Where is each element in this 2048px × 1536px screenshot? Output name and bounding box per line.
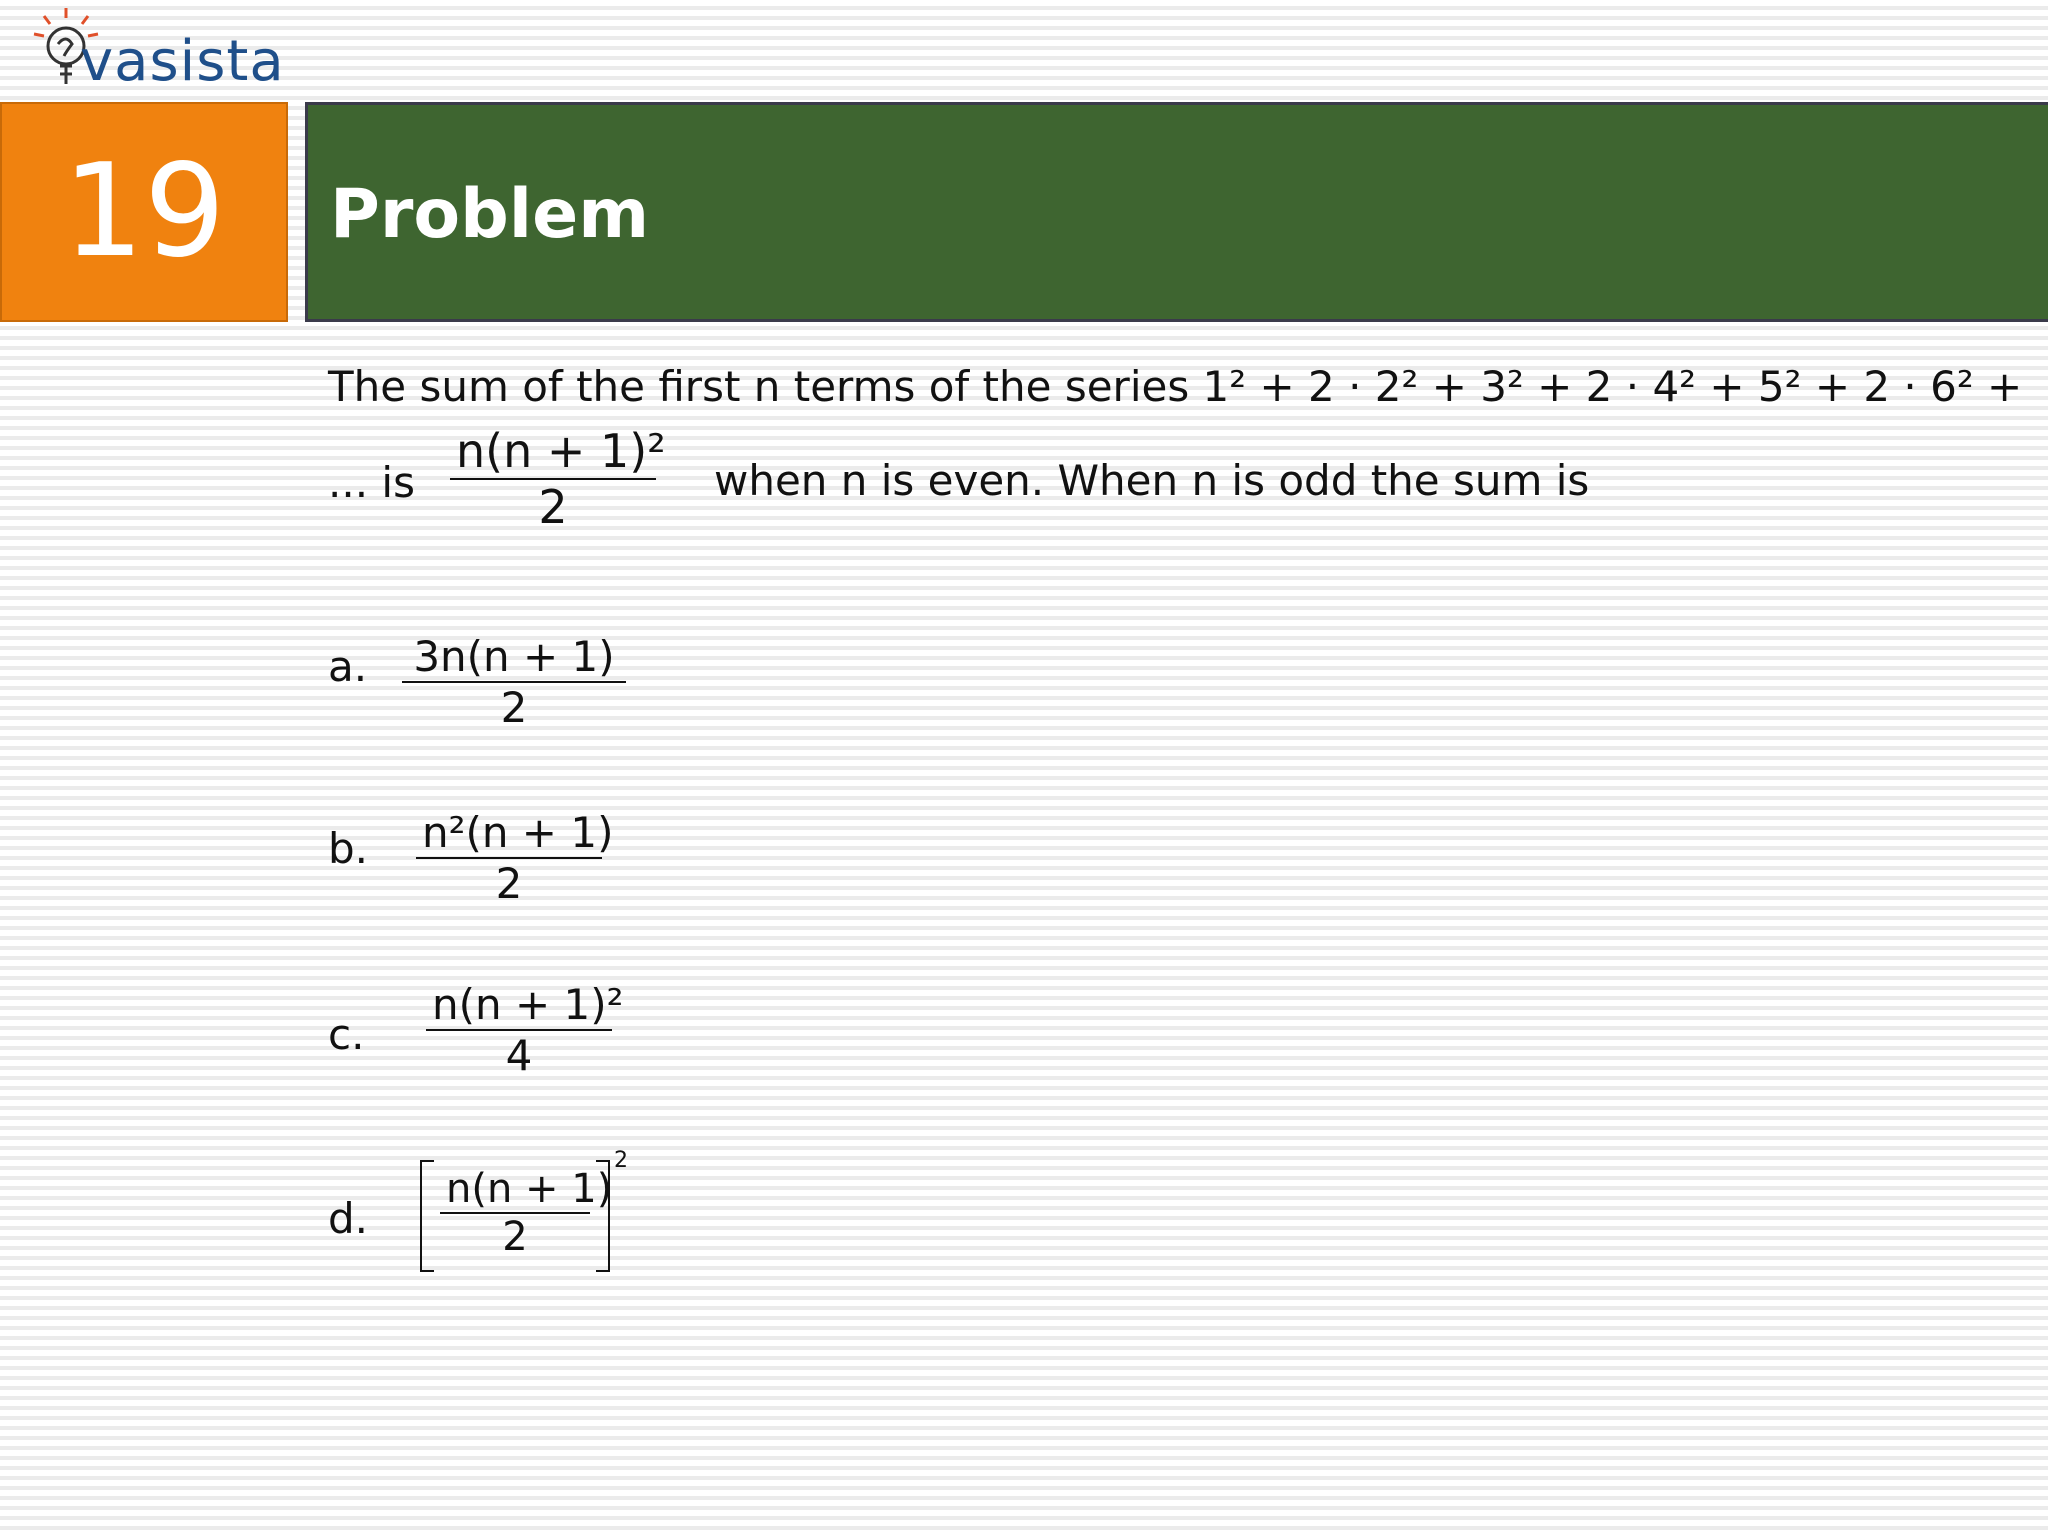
option-a-fraction[interactable] [402,632,626,732]
question-fraction [450,424,666,534]
vasista-logo [22,4,292,96]
option-c-denominator: 4 [505,1031,533,1080]
option-c-fraction[interactable] [426,980,624,1080]
fraction-numerator: n(n + 1)² [450,424,656,480]
option-a-numerator: 3n(n + 1) [402,632,626,683]
option-d-denominator: 2 [502,1214,528,1260]
question-line-2-prefix: ... is [328,458,415,507]
option-b-numerator: n²(n + 1) [416,808,602,859]
title-bar [305,102,2048,322]
slide-number: 19 [62,137,226,286]
option-b-fraction[interactable] [416,808,614,908]
slide-number-box [0,102,288,322]
option-d-exponent: 2 [614,1148,628,1173]
option-c-numerator: n(n + 1)² [426,980,612,1031]
slide-title: Problem [330,175,650,254]
question-line-2-suffix: when n is even. When n is odd the sum is [714,456,1590,505]
option-d-numerator: n(n + 1) [440,1166,590,1214]
option-b-denominator: 2 [495,859,523,908]
option-a-denominator: 2 [500,683,528,732]
option-a-label: a. [328,642,368,691]
option-d-bracket[interactable] [420,1148,628,1270]
logo-text: vasista [80,29,285,94]
option-d-fraction [440,1166,613,1260]
option-b-label: b. [328,824,369,873]
left-bracket [420,1160,434,1272]
question-line-1: The sum of the first n terms of the series 1² + 2 · 2² + 3² + 2 · 4² + 5² + 2 · 6² + [328,362,2023,411]
option-d-label: d. [328,1194,369,1243]
fraction-denominator: 2 [538,480,568,534]
option-c-label: c. [328,1010,365,1059]
